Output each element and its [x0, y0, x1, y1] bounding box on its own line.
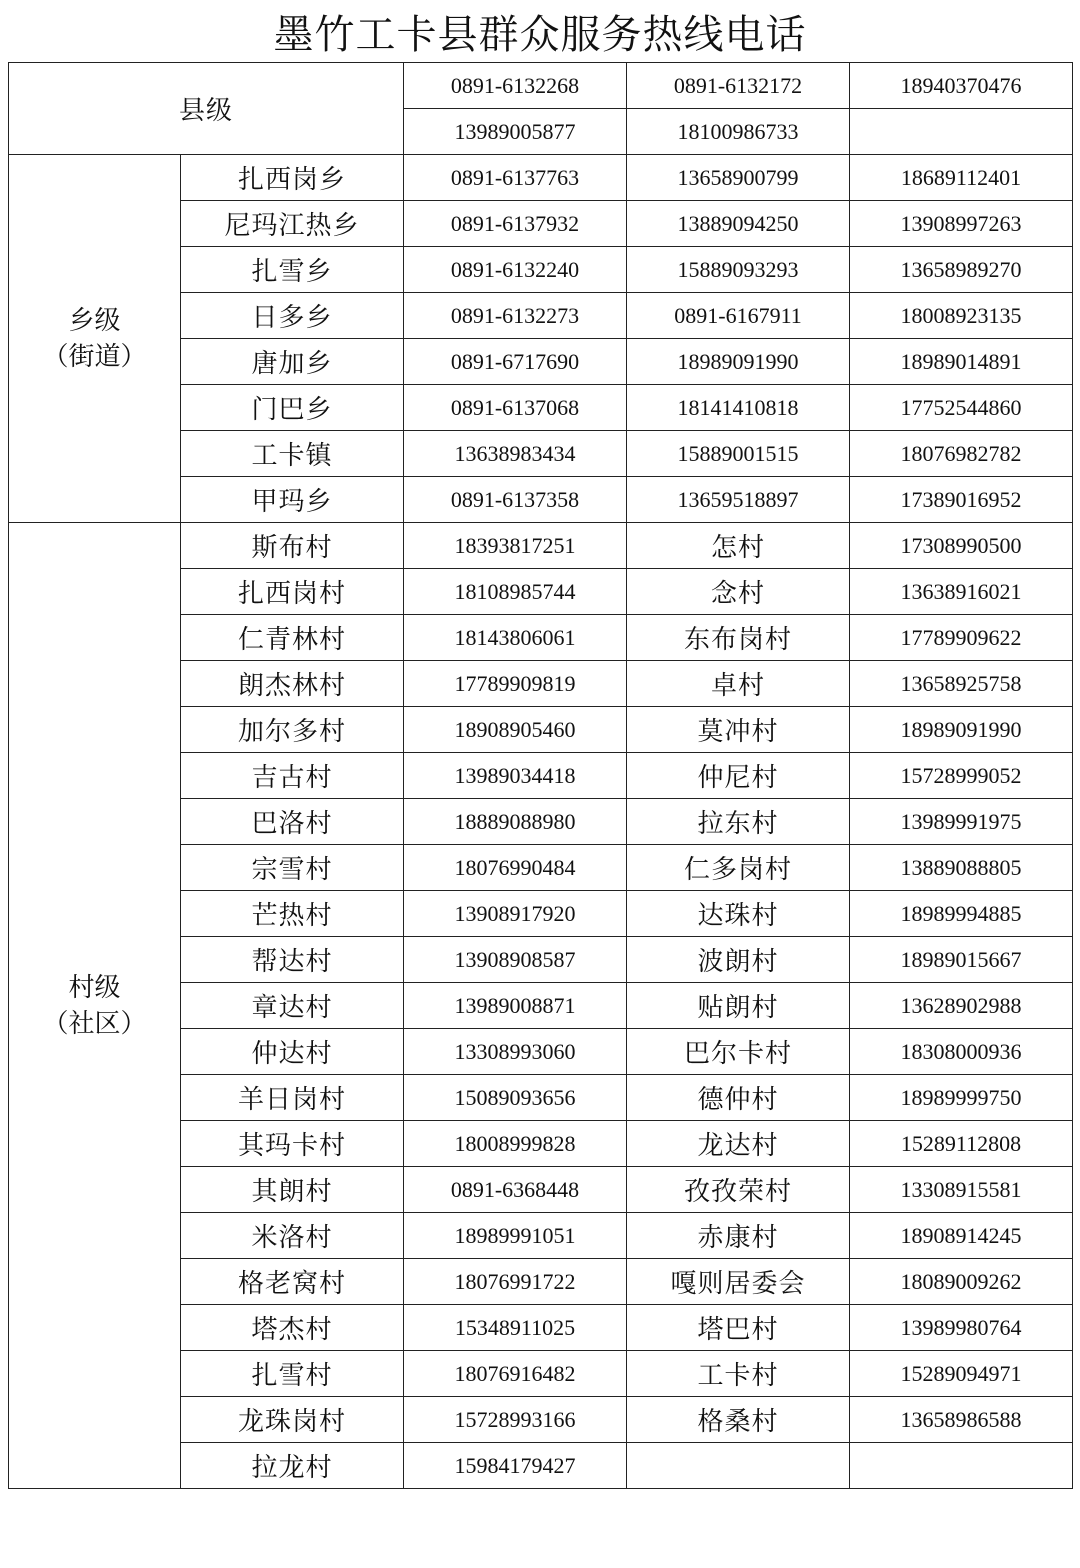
phone-number: 0891-6137932	[404, 201, 627, 247]
village-name: 卓村	[627, 661, 850, 707]
phone-number: 13658989270	[850, 247, 1073, 293]
phone-number: 15728999052	[850, 753, 1073, 799]
phone-number: 0891-6717690	[404, 339, 627, 385]
hotline-table-body	[9, 63, 1073, 1489]
phone-number: 13658986588	[850, 1397, 1073, 1443]
phone-number: 18908905460	[404, 707, 627, 753]
phone-number: 18076916482	[404, 1351, 627, 1397]
phone-number: 13908917920	[404, 891, 627, 937]
township-name: 工卡镇	[181, 431, 404, 477]
village-name	[627, 1443, 850, 1489]
phone-number: 18989014891	[850, 339, 1073, 385]
village-name: 格老窝村	[181, 1259, 404, 1305]
village-name: 莫冲村	[627, 707, 850, 753]
phone-number: 13989980764	[850, 1305, 1073, 1351]
phone-number: 18940370476	[850, 63, 1073, 109]
township-name: 日多乡	[181, 293, 404, 339]
phone-number: 13308993060	[404, 1029, 627, 1075]
village-name: 扎雪村	[181, 1351, 404, 1397]
phone-number: 15889001515	[627, 431, 850, 477]
village-name: 塔巴村	[627, 1305, 850, 1351]
village-name: 东布岗村	[627, 615, 850, 661]
county-label: 县级	[9, 63, 404, 155]
phone-number: 18989991051	[404, 1213, 627, 1259]
phone-number: 13658900799	[627, 155, 850, 201]
village-name: 其朗村	[181, 1167, 404, 1213]
phone-number: 0891-6132268	[404, 63, 627, 109]
township-group-label-sub: （街道）	[42, 341, 147, 372]
phone-number: 13989005877	[404, 109, 627, 155]
village-name: 孜孜荣村	[627, 1167, 850, 1213]
phone-number: 15984179427	[404, 1443, 627, 1489]
phone-number: 17308990500	[850, 523, 1073, 569]
township-name: 甲玛乡	[181, 477, 404, 523]
township-name: 门巴乡	[181, 385, 404, 431]
township-group-label-main: 乡级	[68, 305, 121, 336]
phone-number: 17789909819	[404, 661, 627, 707]
phone-number: 13989008871	[404, 983, 627, 1029]
village-name: 波朗村	[627, 937, 850, 983]
phone-number: 0891-6137763	[404, 155, 627, 201]
village-name: 龙珠岗村	[181, 1397, 404, 1443]
village-name: 塔杰村	[181, 1305, 404, 1351]
village-name: 其玛卡村	[181, 1121, 404, 1167]
township-row	[9, 155, 1073, 201]
hotline-table	[8, 62, 1073, 1489]
village-name: 仲尼村	[627, 753, 850, 799]
village-name: 羊日岗村	[181, 1075, 404, 1121]
village-name: 龙达村	[627, 1121, 850, 1167]
phone-number: 18989091990	[850, 707, 1073, 753]
phone-number: 15348911025	[404, 1305, 627, 1351]
village-name: 嘎则居委会	[627, 1259, 850, 1305]
village-name: 德仲村	[627, 1075, 850, 1121]
phone-number: 15728993166	[404, 1397, 627, 1443]
phone-number: 0891-6132172	[627, 63, 850, 109]
village-name: 芒热村	[181, 891, 404, 937]
village-name: 格桑村	[627, 1397, 850, 1443]
phone-number: 17789909622	[850, 615, 1073, 661]
phone-number: 18908914245	[850, 1213, 1073, 1259]
village-group-label	[9, 523, 181, 1489]
phone-number: 18989994885	[850, 891, 1073, 937]
village-name: 巴洛村	[181, 799, 404, 845]
phone-number: 0891-6137068	[404, 385, 627, 431]
phone-number: 13908908587	[404, 937, 627, 983]
village-name: 贴朗村	[627, 983, 850, 1029]
phone-number	[850, 109, 1073, 155]
phone-number: 18008999828	[404, 1121, 627, 1167]
phone-number: 18889088980	[404, 799, 627, 845]
village-group-label-sub: （社区）	[42, 1008, 147, 1039]
phone-number: 18076991722	[404, 1259, 627, 1305]
phone-number: 18089009262	[850, 1259, 1073, 1305]
village-name: 章达村	[181, 983, 404, 1029]
village-row	[9, 523, 1073, 569]
phone-number: 13989034418	[404, 753, 627, 799]
phone-number: 18989015667	[850, 937, 1073, 983]
village-name: 仁青林村	[181, 615, 404, 661]
county-row	[9, 63, 1073, 109]
village-name: 加尔多村	[181, 707, 404, 753]
phone-number: 13889088805	[850, 845, 1073, 891]
village-name: 怎村	[627, 523, 850, 569]
phone-number: 13308915581	[850, 1167, 1073, 1213]
phone-number: 18989999750	[850, 1075, 1073, 1121]
phone-number: 15889093293	[627, 247, 850, 293]
village-name: 帮达村	[181, 937, 404, 983]
page-title: 墨竹工卡县群众服务热线电话	[273, 12, 807, 58]
village-group-label-main: 村级	[68, 972, 121, 1003]
phone-number: 15289094971	[850, 1351, 1073, 1397]
phone-number: 0891-6132273	[404, 293, 627, 339]
phone-number: 18141410818	[627, 385, 850, 431]
village-name: 仁多岗村	[627, 845, 850, 891]
phone-number: 17389016952	[850, 477, 1073, 523]
village-name: 米洛村	[181, 1213, 404, 1259]
village-name: 念村	[627, 569, 850, 615]
village-name: 仲达村	[181, 1029, 404, 1075]
phone-number: 15289112808	[850, 1121, 1073, 1167]
phone-number: 13638983434	[404, 431, 627, 477]
phone-number	[850, 1443, 1073, 1489]
phone-number: 0891-6368448	[404, 1167, 627, 1213]
village-name: 朗杰林村	[181, 661, 404, 707]
village-name: 巴尔卡村	[627, 1029, 850, 1075]
phone-number: 18143806061	[404, 615, 627, 661]
phone-number: 13638916021	[850, 569, 1073, 615]
phone-number: 13659518897	[627, 477, 850, 523]
village-name: 拉龙村	[181, 1443, 404, 1489]
phone-number: 13628902988	[850, 983, 1073, 1029]
phone-number: 18989091990	[627, 339, 850, 385]
township-name: 扎西岗乡	[181, 155, 404, 201]
village-name: 斯布村	[181, 523, 404, 569]
village-name: 赤康村	[627, 1213, 850, 1259]
village-name: 拉东村	[627, 799, 850, 845]
phone-number: 18108985744	[404, 569, 627, 615]
phone-number: 13658925758	[850, 661, 1073, 707]
village-name: 宗雪村	[181, 845, 404, 891]
village-name: 达珠村	[627, 891, 850, 937]
village-name: 扎西岗村	[181, 569, 404, 615]
phone-number: 13908997263	[850, 201, 1073, 247]
phone-number: 13989991975	[850, 799, 1073, 845]
township-name: 唐加乡	[181, 339, 404, 385]
phone-number: 18308000936	[850, 1029, 1073, 1075]
phone-number: 17752544860	[850, 385, 1073, 431]
village-name: 吉古村	[181, 753, 404, 799]
village-name: 工卡村	[627, 1351, 850, 1397]
phone-number: 18100986733	[627, 109, 850, 155]
phone-number: 0891-6132240	[404, 247, 627, 293]
phone-number: 0891-6167911	[627, 293, 850, 339]
township-name: 尼玛江热乡	[181, 201, 404, 247]
phone-number: 15089093656	[404, 1075, 627, 1121]
township-name: 扎雪乡	[181, 247, 404, 293]
township-group-label	[9, 155, 181, 523]
phone-number: 18008923135	[850, 293, 1073, 339]
phone-number: 18689112401	[850, 155, 1073, 201]
phone-number: 18076982782	[850, 431, 1073, 477]
phone-number: 13889094250	[627, 201, 850, 247]
phone-number: 18076990484	[404, 845, 627, 891]
phone-number: 18393817251	[404, 523, 627, 569]
phone-number: 0891-6137358	[404, 477, 627, 523]
